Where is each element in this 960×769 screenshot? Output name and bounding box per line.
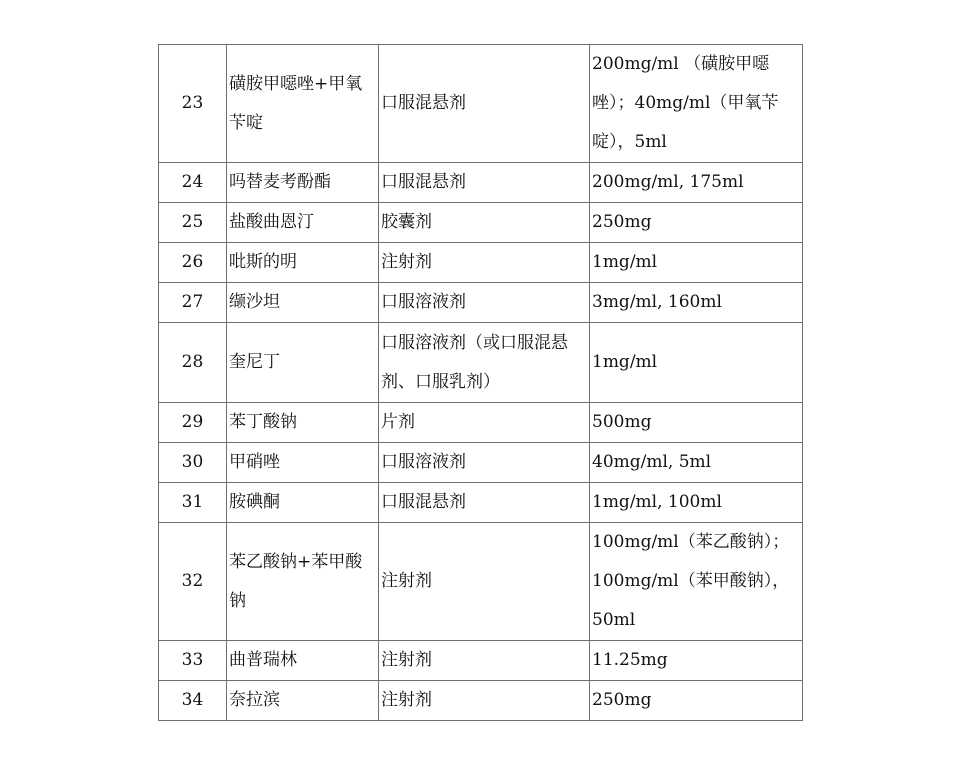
specification: 3mg/ml, 160ml xyxy=(590,283,803,323)
row-number: 25 xyxy=(159,203,227,243)
specification: 250mg xyxy=(590,203,803,243)
dosage-form: 口服混悬剂 xyxy=(379,163,590,203)
specification: 1mg/ml xyxy=(590,243,803,283)
drug-name: 甲硝唑 xyxy=(227,443,379,483)
table-row xyxy=(159,243,803,283)
specification: 11.25mg xyxy=(590,641,803,681)
dosage-form: 注射剂 xyxy=(379,243,590,283)
drug-name: 奎尼丁 xyxy=(227,323,379,403)
table-row xyxy=(159,45,803,163)
drug-name: 曲普瑞林 xyxy=(227,641,379,681)
specification: 200mg/ml （磺胺甲噁唑）；40mg/ml（甲氧苄啶），5ml xyxy=(590,45,803,163)
drug-name: 胺碘酮 xyxy=(227,483,379,523)
drug-name: 吡斯的明 xyxy=(227,243,379,283)
drug-list-table xyxy=(158,44,803,721)
dosage-form: 注射剂 xyxy=(379,641,590,681)
dosage-form: 口服溶液剂（或口服混悬剂、口服乳剂） xyxy=(379,323,590,403)
table-row xyxy=(159,203,803,243)
row-number: 24 xyxy=(159,163,227,203)
table-row xyxy=(159,443,803,483)
drug-name: 吗替麦考酚酯 xyxy=(227,163,379,203)
drug-list-body xyxy=(159,45,803,721)
row-number: 23 xyxy=(159,45,227,163)
dosage-form: 口服混悬剂 xyxy=(379,45,590,163)
row-number: 28 xyxy=(159,323,227,403)
table-row xyxy=(159,681,803,721)
specification: 40mg/ml, 5ml xyxy=(590,443,803,483)
drug-name: 盐酸曲恩汀 xyxy=(227,203,379,243)
specification: 200mg/ml, 175ml xyxy=(590,163,803,203)
dosage-form: 胶囊剂 xyxy=(379,203,590,243)
drug-name: 奈拉滨 xyxy=(227,681,379,721)
specification: 500mg xyxy=(590,403,803,443)
dosage-form: 注射剂 xyxy=(379,681,590,721)
drug-name: 苯乙酸钠+苯甲酸钠 xyxy=(227,523,379,641)
table-row xyxy=(159,523,803,641)
table-row xyxy=(159,163,803,203)
drug-name: 缬沙坦 xyxy=(227,283,379,323)
specification: 100mg/ml（苯乙酸钠）；100mg/ml（苯甲酸钠），50ml xyxy=(590,523,803,641)
row-number: 33 xyxy=(159,641,227,681)
row-number: 31 xyxy=(159,483,227,523)
table-row xyxy=(159,641,803,681)
specification: 1mg/ml xyxy=(590,323,803,403)
specification: 250mg xyxy=(590,681,803,721)
table-row xyxy=(159,283,803,323)
row-number: 29 xyxy=(159,403,227,443)
table-row xyxy=(159,403,803,443)
drug-name: 磺胺甲噁唑+甲氧苄啶 xyxy=(227,45,379,163)
specification: 1mg/ml, 100ml xyxy=(590,483,803,523)
drug-name: 苯丁酸钠 xyxy=(227,403,379,443)
row-number: 34 xyxy=(159,681,227,721)
dosage-form: 口服混悬剂 xyxy=(379,483,590,523)
table-row xyxy=(159,483,803,523)
row-number: 32 xyxy=(159,523,227,641)
row-number: 26 xyxy=(159,243,227,283)
row-number: 30 xyxy=(159,443,227,483)
dosage-form: 注射剂 xyxy=(379,523,590,641)
dosage-form: 口服溶液剂 xyxy=(379,443,590,483)
table-row xyxy=(159,323,803,403)
row-number: 27 xyxy=(159,283,227,323)
dosage-form: 片剂 xyxy=(379,403,590,443)
dosage-form: 口服溶液剂 xyxy=(379,283,590,323)
